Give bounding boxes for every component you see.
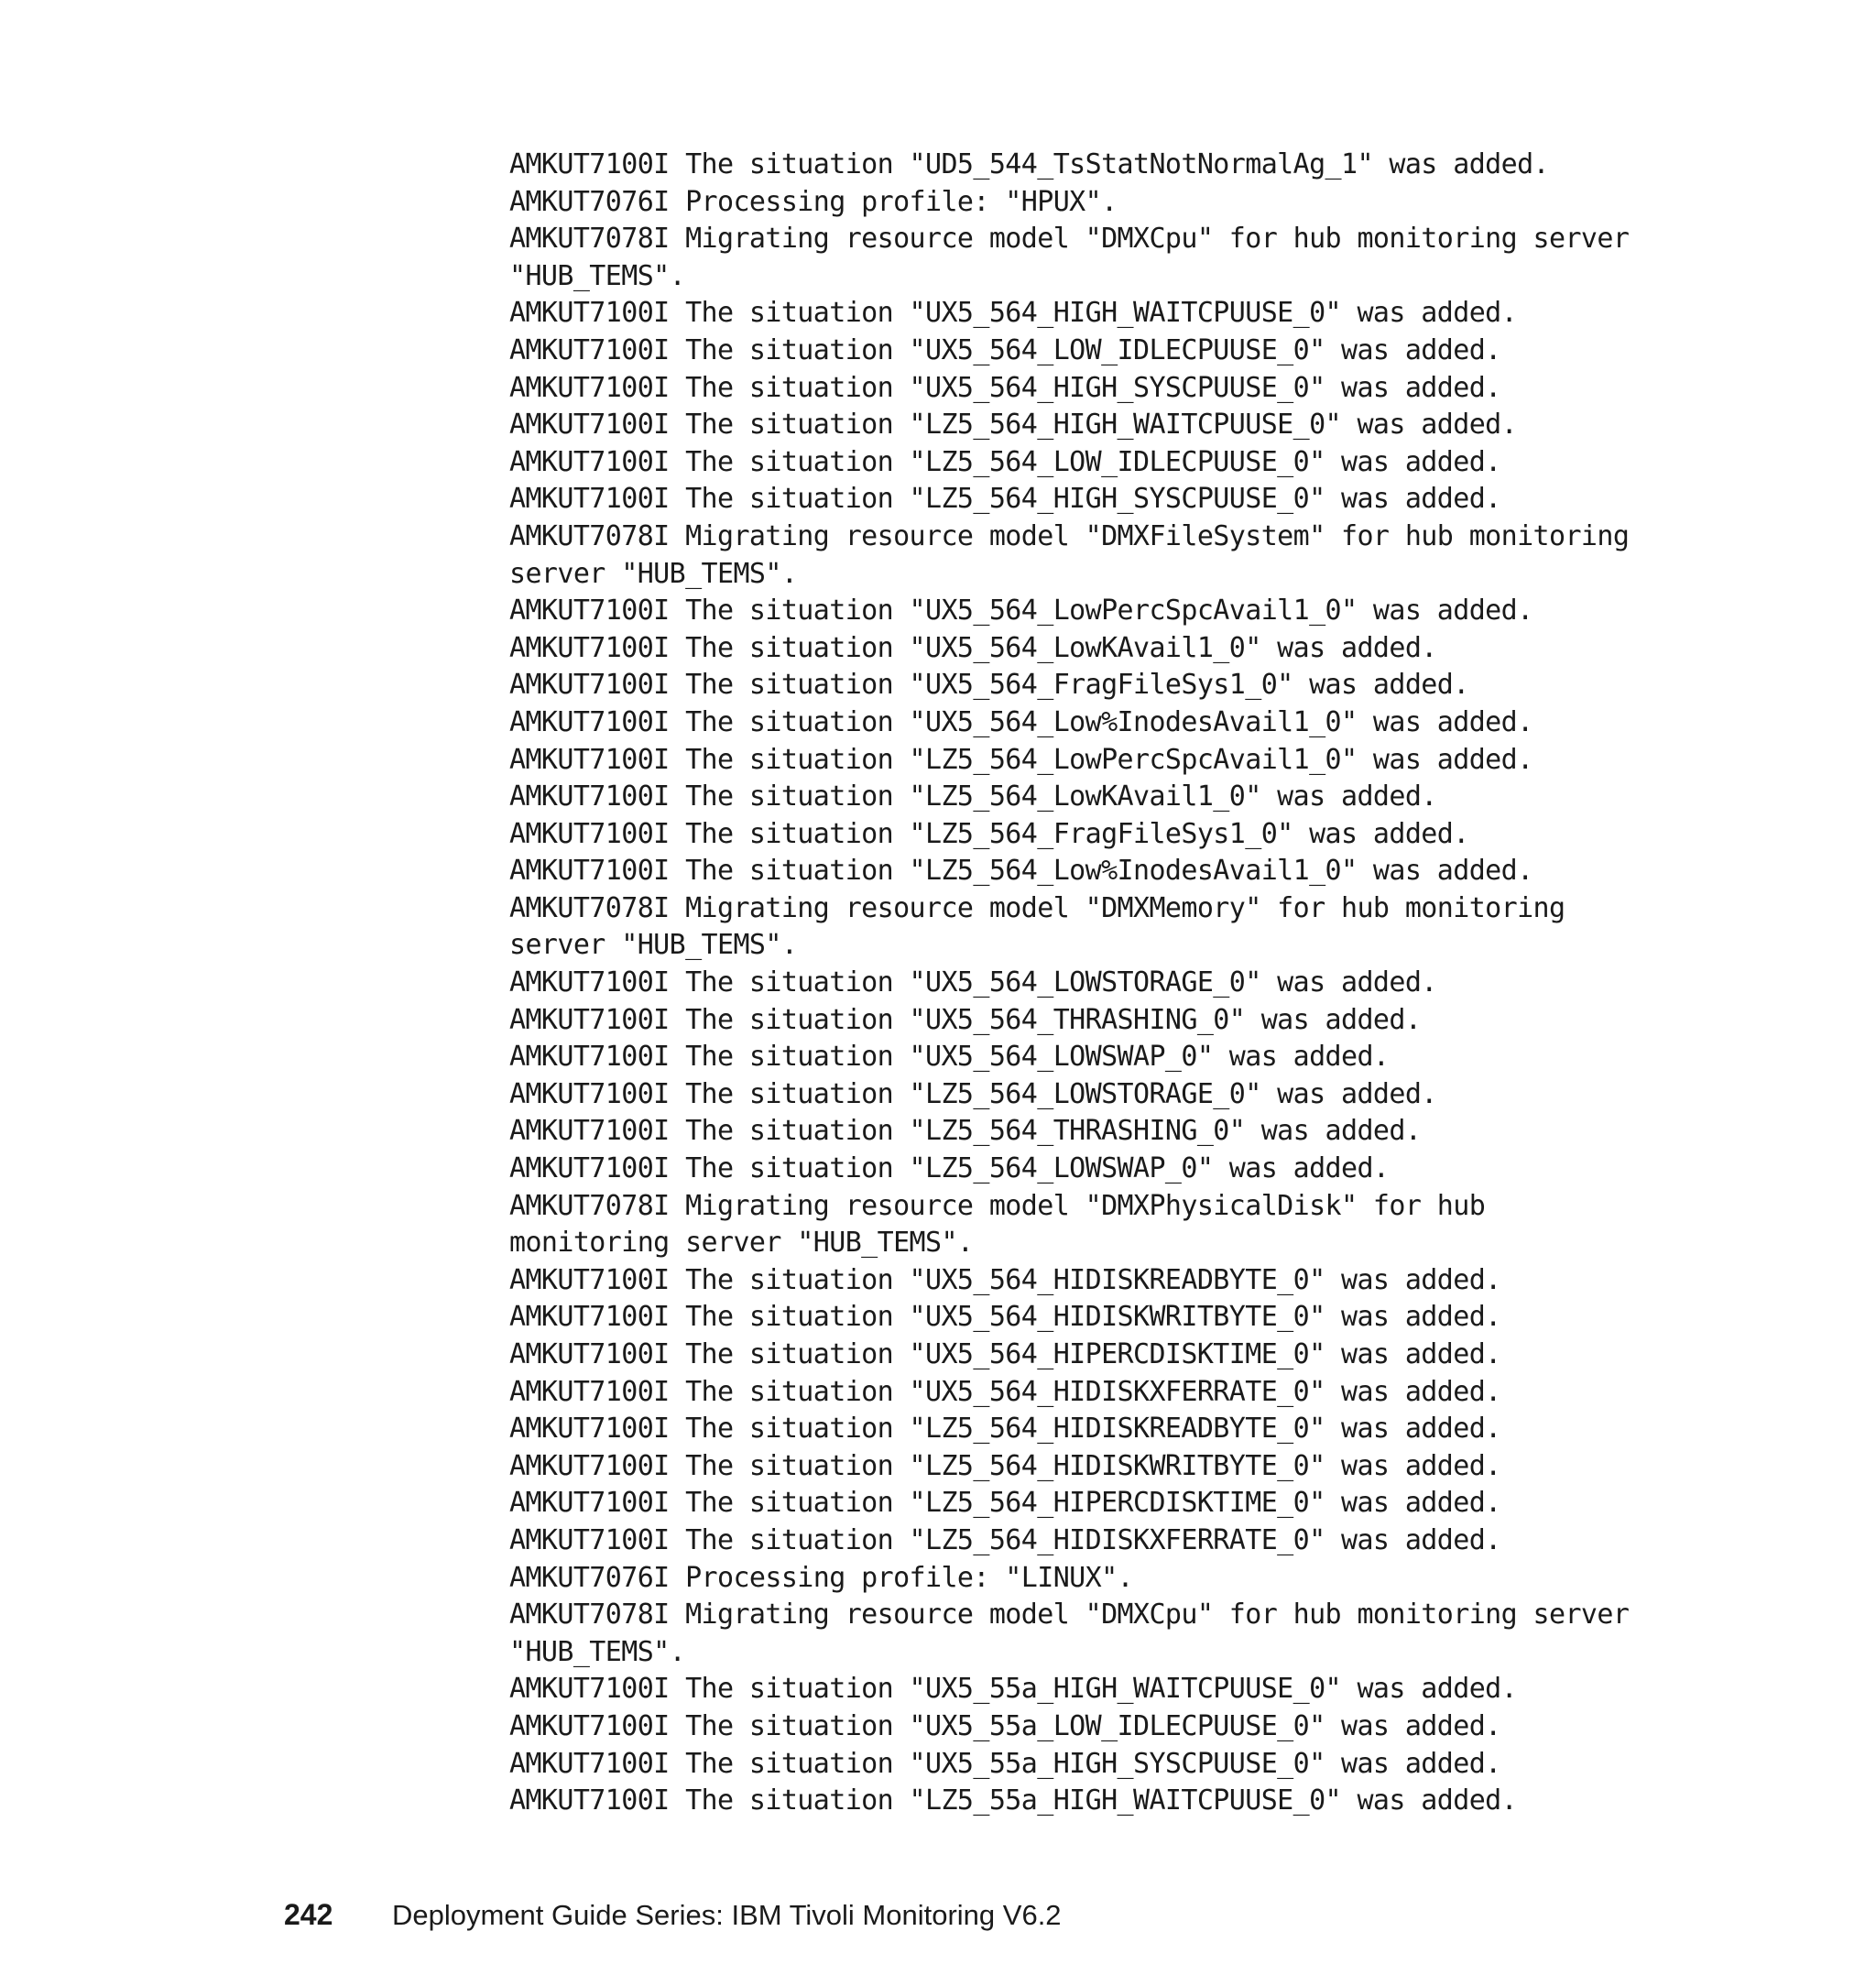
page-footer <box>284 1898 1062 1932</box>
page-number: 242 <box>284 1898 333 1931</box>
log-line: AMKUT7100I The situation "UX5_564_HIGH_WAITCPUUSE_0" was added. <box>509 297 1518 330</box>
log-line: AMKUT7076I Processing profile: "HPUX". <box>509 185 1118 218</box>
log-line: AMKUT7100I The situation "UX5_564_Low%InodesAvail1_0" was added. <box>509 705 1533 738</box>
log-line: AMKUT7100I The situation "LZ5_564_HIDISKWRITBYTE_0" was added. <box>509 1449 1501 1482</box>
log-line: AMKUT7100I The situation "UX5_55a_HIGH_SYSCPUUSE_0" was added. <box>509 1747 1501 1780</box>
log-line: AMKUT7100I The situation "LZ5_564_HIGH_WAITCPUUSE_0" was added. <box>509 409 1518 442</box>
log-line: AMKUT7078I Migrating resource model "DMXMemory" for hub monitoring <box>509 891 1565 924</box>
log-line: "HUB_TEMS". <box>509 1635 686 1668</box>
log-line: AMKUT7100I The situation "UX5_564_LOWSWAP_0" was added. <box>509 1041 1390 1074</box>
log-line: "HUB_TEMS". <box>509 259 686 292</box>
log-line: AMKUT7100I The situation "UX5_564_HIPERCDISKTIME_0" was added. <box>509 1338 1501 1370</box>
log-line: AMKUT7100I The situation "LZ5_564_FragFileSys1_0" was added. <box>509 817 1469 850</box>
log-line: AMKUT7100I The situation "LZ5_564_Low%InodesAvail1_0" was added. <box>509 855 1533 888</box>
log-line: AMKUT7100I The situation "UX5_564_HIDISKREADBYTE_0" was added. <box>509 1263 1501 1296</box>
log-line: AMKUT7100I The situation "LZ5_564_HIPERCDISKTIME_0" was added. <box>509 1487 1501 1520</box>
log-line: AMKUT7100I The situation "UX5_564_HIGH_SYSCPUUSE_0" was added. <box>509 371 1501 404</box>
log-line: AMKUT7078I Migrating resource model "DMXCpu" for hub monitoring server <box>509 223 1630 256</box>
log-line: AMKUT7100I The situation "LZ5_564_LowPercSpcAvail1_0" was added. <box>509 743 1533 776</box>
log-line: AMKUT7100I The situation "LZ5_564_LOWSTORAGE_0" was added. <box>509 1077 1437 1110</box>
log-line: AMKUT7100I The situation "UX5_564_LOW_IDLECPUUSE_0" was added. <box>509 333 1501 366</box>
log-line: AMKUT7100I The situation "UX5_564_HIDISKWRITBYTE_0" was added. <box>509 1301 1501 1334</box>
log-line: AMKUT7078I Migrating resource model "DMXFileSystem" for hub monitoring <box>509 519 1630 552</box>
log-line: AMKUT7100I The situation "UX5_564_FragFileSys1_0" was added. <box>509 669 1469 702</box>
log-line: AMKUT7078I Migrating resource model "DMXCpu" for hub monitoring server <box>509 1599 1630 1631</box>
log-output-block <box>509 147 1865 1820</box>
log-line: server "HUB_TEMS". <box>509 557 798 590</box>
log-line: AMKUT7100I The situation "LZ5_564_LowKAvail1_0" was added. <box>509 780 1437 813</box>
log-line: monitoring server "HUB_TEMS". <box>509 1227 974 1260</box>
log-line: AMKUT7100I The situation "UX5_55a_LOW_IDLECPUUSE_0" was added. <box>509 1709 1501 1742</box>
log-line: AMKUT7076I Processing profile: "LINUX". <box>509 1561 1133 1594</box>
log-line: server "HUB_TEMS". <box>509 929 798 962</box>
log-line: AMKUT7078I Migrating resource model "DMXPhysicalDisk" for hub <box>509 1189 1486 1222</box>
footer-title: Deployment Guide Series: IBM Tivoli Monitoring V6.2 <box>392 1899 1062 1931</box>
log-line: AMKUT7100I The situation "UX5_564_HIDISKXFERRATE_0" was added. <box>509 1375 1501 1408</box>
log-line: AMKUT7100I The situation "UX5_55a_HIGH_WAITCPUUSE_0" was added. <box>509 1673 1518 1706</box>
log-line: AMKUT7100I The situation "LZ5_55a_HIGH_WAITCPUUSE_0" was added. <box>509 1784 1518 1817</box>
log-line: AMKUT7100I The situation "UD5_544_TsStatNotNormalAg_1" was added. <box>509 148 1549 180</box>
log-line: AMKUT7100I The situation "LZ5_564_HIDISKXFERRATE_0" was added. <box>509 1523 1501 1556</box>
log-line: AMKUT7100I The situation "LZ5_564_THRASHING_0" was added. <box>509 1115 1422 1148</box>
log-line: AMKUT7100I The situation "LZ5_564_HIGH_SYSCPUUSE_0" was added. <box>509 483 1501 516</box>
log-line: AMKUT7100I The situation "UX5_564_LOWSTORAGE_0" was added. <box>509 966 1437 999</box>
log-line: AMKUT7100I The situation "UX5_564_LowKAvail1_0" was added. <box>509 631 1437 664</box>
log-line: AMKUT7100I The situation "UX5_564_LowPercSpcAvail1_0" was added. <box>509 595 1533 627</box>
log-line: AMKUT7100I The situation "UX5_564_THRASHING_0" was added. <box>509 1003 1422 1036</box>
log-line: AMKUT7100I The situation "LZ5_564_LOW_IDLECPUUSE_0" was added. <box>509 445 1501 478</box>
log-line: AMKUT7100I The situation "LZ5_564_LOWSWAP_0" was added. <box>509 1152 1390 1185</box>
log-line: AMKUT7100I The situation "LZ5_564_HIDISKREADBYTE_0" was added. <box>509 1413 1501 1446</box>
